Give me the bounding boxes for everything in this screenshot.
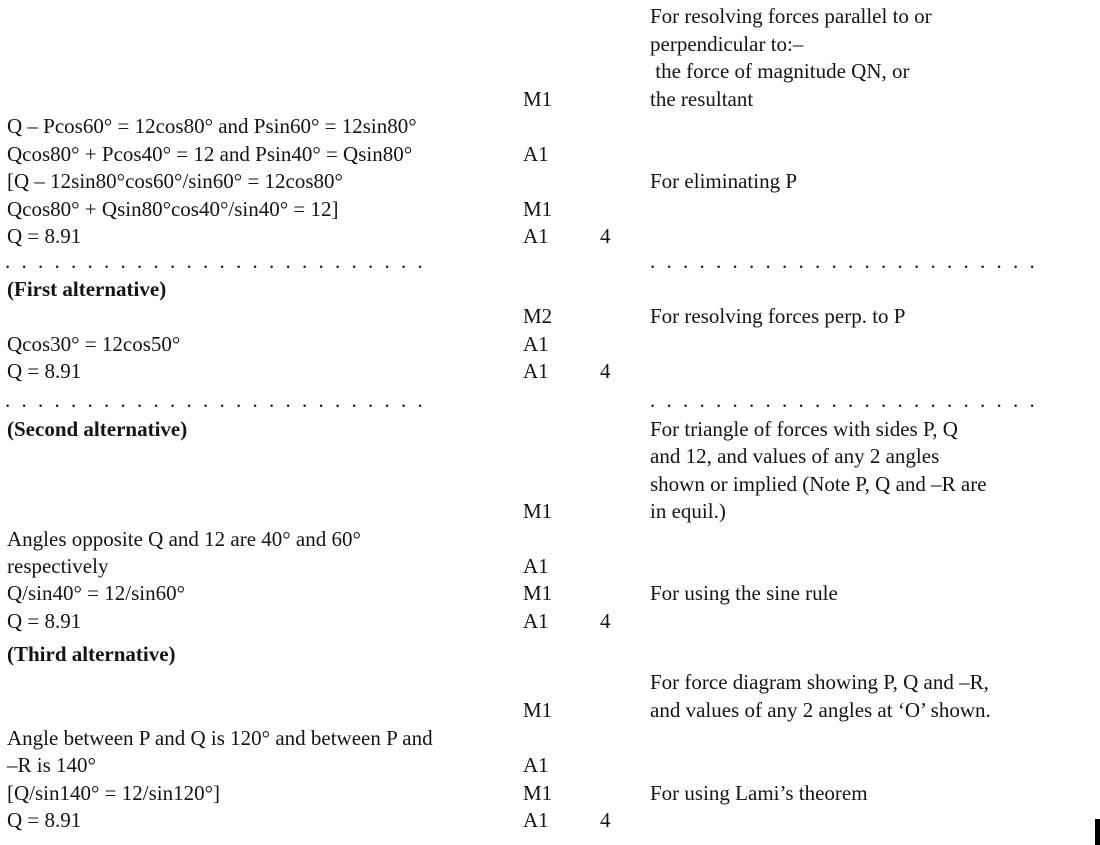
scan-artifact-mark bbox=[1095, 819, 1100, 845]
section-heading: (Third alternative) bbox=[7, 642, 176, 666]
table-row bbox=[0, 167, 1100, 195]
working-text: respectively bbox=[7, 554, 109, 578]
total-marks: 4 bbox=[600, 359, 611, 383]
total-marks: 4 bbox=[600, 609, 611, 633]
total-marks: 4 bbox=[600, 808, 611, 832]
table-row bbox=[0, 724, 1100, 752]
comment-text: For using Lami’s theorem bbox=[650, 781, 868, 805]
comment-text: and 12, and values of any 2 angles bbox=[650, 444, 940, 468]
mark-code: A1 bbox=[523, 753, 549, 777]
working-text: Qcos30° = 12cos50° bbox=[7, 332, 181, 356]
table-row bbox=[0, 696, 1100, 724]
mark-code: A1 bbox=[523, 224, 549, 248]
comment-text: For using the sine rule bbox=[650, 581, 838, 605]
table-row bbox=[0, 140, 1100, 168]
mark-code: M1 bbox=[523, 197, 553, 221]
mark-code: A1 bbox=[523, 332, 549, 356]
table-row bbox=[0, 607, 1100, 635]
working-text: Angle between P and Q is 120° and between P and bbox=[7, 726, 433, 750]
table-row bbox=[0, 85, 1100, 113]
working-text: Qcos80° + Pcos40° = 12 and Psin40° = Qsin80° bbox=[7, 142, 413, 166]
dotted-separator-row bbox=[0, 247, 1100, 275]
table-row bbox=[0, 30, 1100, 58]
working-text: Qcos80° + Qsin80°cos40°/sin40° = 12] bbox=[7, 197, 339, 221]
comment-text: For force diagram showing P, Q and –R, bbox=[650, 670, 989, 694]
comment-text: shown or implied (Note P, Q and –R are bbox=[650, 472, 987, 496]
table-row bbox=[0, 668, 1100, 696]
dot-leader-right: . . . . . . . . . . . . . . . . . . . . . . . . bbox=[650, 249, 1035, 273]
table-row bbox=[0, 552, 1100, 580]
table-row bbox=[0, 2, 1100, 30]
comment-text: the force of magnitude QN, or bbox=[650, 59, 910, 83]
comment-text: in equil.) bbox=[650, 499, 726, 523]
mark-code: M1 bbox=[523, 781, 553, 805]
mark-code: A1 bbox=[523, 142, 549, 166]
comment-text: For eliminating P bbox=[650, 169, 797, 193]
table-row bbox=[0, 222, 1100, 250]
total-marks: 4 bbox=[600, 224, 611, 248]
table-row bbox=[0, 415, 1100, 443]
comment-text: and values of any 2 angles at ‘O’ shown. bbox=[650, 698, 991, 722]
table-row bbox=[0, 195, 1100, 223]
table-row bbox=[0, 779, 1100, 807]
mark-code: M1 bbox=[523, 87, 553, 111]
comment-text: For triangle of forces with sides P, Q bbox=[650, 417, 958, 441]
dot-leader-right: . . . . . . . . . . . . . . . . . . . . . . . . bbox=[650, 388, 1035, 412]
table-row bbox=[0, 806, 1100, 834]
section-heading: (Second alternative) bbox=[7, 417, 188, 441]
comment-text: the resultant bbox=[650, 87, 754, 111]
working-text: [Q/sin140° = 12/sin120°] bbox=[7, 781, 220, 805]
section-heading: (First alternative) bbox=[7, 277, 167, 301]
working-text: Q = 8.91 bbox=[7, 808, 82, 832]
table-row bbox=[0, 751, 1100, 779]
table-row bbox=[0, 470, 1100, 498]
working-text: Angles opposite Q and 12 are 40° and 60° bbox=[7, 527, 361, 551]
comment-text: For resolving forces parallel to or bbox=[650, 4, 932, 28]
mark-code: A1 bbox=[523, 359, 549, 383]
working-text: [Q – 12sin80°cos60°/sin60° = 12cos80° bbox=[7, 169, 343, 193]
table-row bbox=[0, 640, 1100, 668]
dot-leader-left: . . . . . . . . . . . . . . . . . . . . . . . . . . bbox=[5, 388, 423, 412]
table-row bbox=[0, 302, 1100, 330]
dotted-separator-row bbox=[0, 386, 1100, 414]
table-row bbox=[0, 442, 1100, 470]
table-row bbox=[0, 357, 1100, 385]
mark-code: A1 bbox=[523, 609, 549, 633]
mark-code: M1 bbox=[523, 698, 553, 722]
mark-code: M1 bbox=[523, 499, 553, 523]
table-row bbox=[0, 497, 1100, 525]
table-row bbox=[0, 57, 1100, 85]
dot-leader-left: . . . . . . . . . . . . . . . . . . . . . . . . . . bbox=[5, 249, 423, 273]
table-row bbox=[0, 579, 1100, 607]
table-row bbox=[0, 525, 1100, 553]
table-row bbox=[0, 275, 1100, 303]
working-text: Q = 8.91 bbox=[7, 609, 82, 633]
working-text: Q = 8.91 bbox=[7, 224, 82, 248]
table-row bbox=[0, 330, 1100, 358]
mark-code: M1 bbox=[523, 581, 553, 605]
working-text: Q = 8.91 bbox=[7, 359, 82, 383]
table-row bbox=[0, 112, 1100, 140]
mark-code: A1 bbox=[523, 808, 549, 832]
comment-text: perpendicular to:– bbox=[650, 32, 804, 56]
working-text: Q – Pcos60° = 12cos80° and Psin60° = 12sin80° bbox=[7, 114, 417, 138]
comment-text: For resolving forces perp. to P bbox=[650, 304, 906, 328]
mark-code: A1 bbox=[523, 554, 549, 578]
working-text: Q/sin40° = 12/sin60° bbox=[7, 581, 185, 605]
working-text: –R is 140° bbox=[7, 753, 96, 777]
mark-code: M2 bbox=[523, 304, 553, 328]
